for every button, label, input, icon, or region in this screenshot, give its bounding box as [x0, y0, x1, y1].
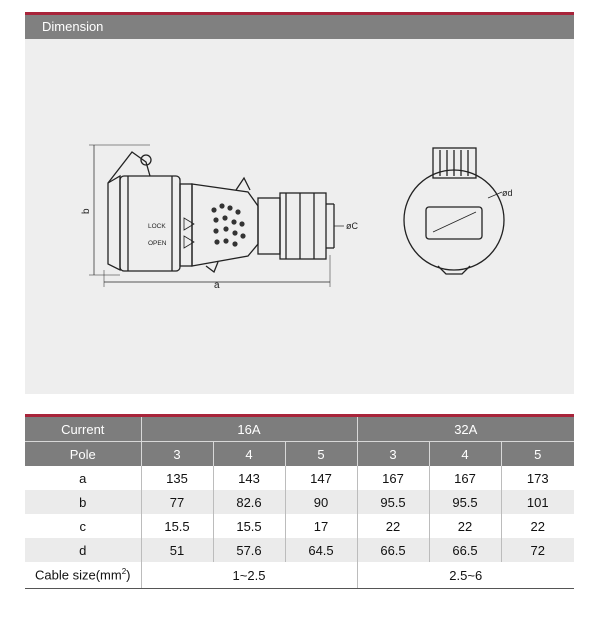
table-cell: 22 — [357, 514, 429, 538]
table-cell: 15.5 — [213, 514, 285, 538]
lock-label: LOCK — [148, 223, 166, 230]
table-row — [25, 514, 574, 538]
table-cell: 167 — [357, 466, 429, 490]
table-cell: 82.6 — [213, 490, 285, 514]
current-header-row — [25, 416, 574, 442]
row-label: b — [25, 490, 141, 514]
dim-label-c: øC — [346, 221, 358, 231]
table-row — [25, 466, 574, 490]
table-cell: 143 — [213, 466, 285, 490]
dim-label-b: b — [81, 208, 92, 214]
cable-size-label-sup: 2 — [121, 567, 127, 577]
table-cell: 72 — [501, 538, 574, 562]
cable-size-16a: 1~2.5 — [141, 562, 357, 589]
cable-size-32a: 2.5~6 — [357, 562, 574, 589]
table-cell: 15.5 — [141, 514, 213, 538]
side-view-drawing — [89, 145, 344, 287]
pole-cell: 3 — [141, 442, 213, 467]
table-cell: 64.5 — [285, 538, 357, 562]
table-cell: 66.5 — [429, 538, 501, 562]
open-label: OPEN — [148, 240, 167, 247]
current-label: Current — [25, 416, 141, 442]
row-label: d — [25, 538, 141, 562]
table-cell: 17 — [285, 514, 357, 538]
cable-size-label — [25, 562, 141, 589]
table-cell: 57.6 — [213, 538, 285, 562]
current-group-32a: 32A — [357, 416, 574, 442]
table-cell: 173 — [501, 466, 574, 490]
pole-cell: 5 — [285, 442, 357, 467]
cable-size-row — [25, 562, 574, 589]
row-label: a — [79, 470, 87, 486]
table-cell: 77 — [141, 490, 213, 514]
table-cell: 101 — [501, 490, 574, 514]
dim-label-a: a — [214, 280, 220, 291]
cable-size-label-text: Cable size(mm — [35, 567, 122, 583]
pole-cell: 3 — [357, 442, 429, 467]
pole-cell: 4 — [429, 442, 501, 467]
table-cell: 51 — [141, 538, 213, 562]
table-row — [25, 538, 574, 562]
table-row — [25, 490, 574, 514]
table-cell: 167 — [429, 466, 501, 490]
front-view-drawing — [404, 148, 504, 274]
table-cell: 147 — [285, 466, 357, 490]
table-cell: 135 — [141, 466, 213, 490]
pole-label: Pole — [25, 442, 141, 467]
table-cell: 90 — [285, 490, 357, 514]
pole-cell: 5 — [501, 442, 574, 467]
pole-header-row — [25, 442, 574, 467]
cable-size-label-end: ) — [126, 567, 131, 583]
table-cell: 95.5 — [429, 490, 501, 514]
pole-cell: 4 — [213, 442, 285, 467]
dim-label-d: ød — [502, 188, 513, 198]
dimension-table — [25, 414, 574, 589]
table-cell: 22 — [501, 514, 574, 538]
dimension-title: Dimension — [42, 19, 104, 34]
row-label: c — [79, 518, 86, 534]
table-cell: 95.5 — [357, 490, 429, 514]
current-group-16a: 16A — [141, 416, 357, 442]
table-cell: 66.5 — [357, 538, 429, 562]
table-cell: 22 — [429, 514, 501, 538]
